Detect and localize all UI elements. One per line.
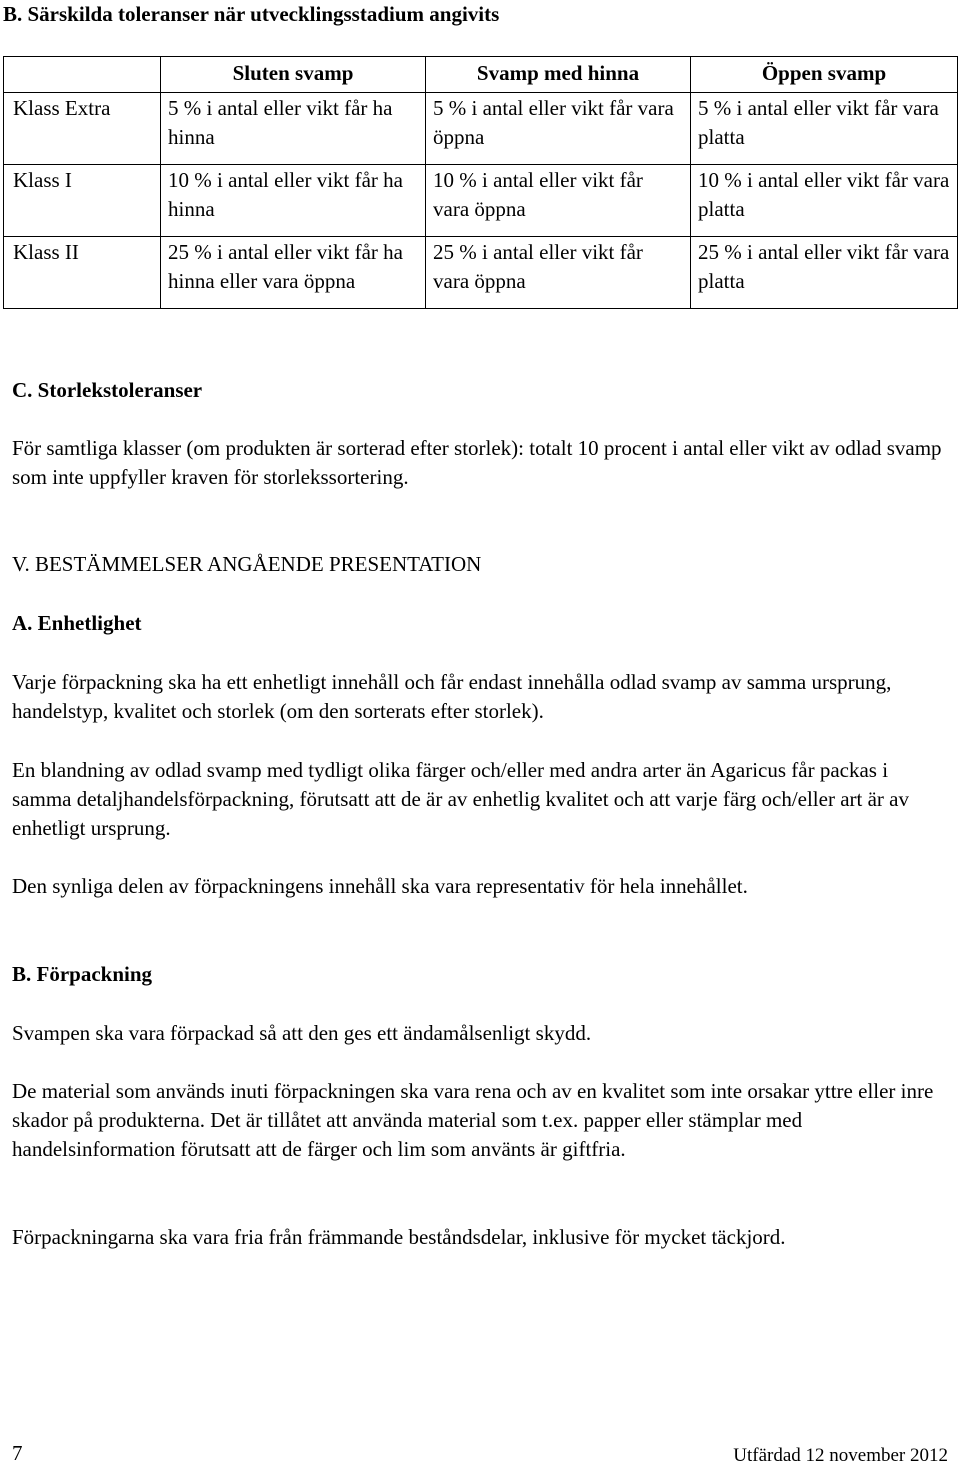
page-number: 7 (12, 1441, 23, 1465)
section-c-text: För samtliga klasser (om produkten är sorterad efter storlek): totalt 10 procent i antal eller vikt av odlad svamp som inte uppfyller kraven för storlekssortering. (12, 436, 942, 489)
table-header-cell: Öppen svamp (691, 57, 958, 93)
paragraph: En blandning av odlad svamp med tydligt olika färger och/eller med andra arter än Agaricus får packas i samma detaljhandelsförpackning, förutsatt att de är av enhetlig kvalitet och att varje färg och/eller art är av enhetligt ursprung. (12, 758, 909, 840)
section-b-heading: B. Särskilda toleranser när utvecklingsstadium angivits (3, 2, 500, 26)
table-header-cell: Svamp med hinna (426, 57, 691, 93)
section-b2-heading: B. Förpackning (12, 962, 153, 986)
table-row (4, 237, 958, 309)
chapter-v-heading: V. BESTÄMMELSER ANGÅENDE PRESENTATION (12, 552, 482, 576)
paragraph: Den synliga delen av förpackningens innehåll ska vara representativ för hela innehållet. (12, 874, 748, 898)
section-a-heading: A. Enhetlighet (12, 611, 142, 635)
row-label: Klass Extra (4, 93, 161, 165)
table-cell: 5 % i antal eller vikt får vara öppna (426, 93, 691, 165)
table-header-row (4, 57, 958, 93)
table-cell: 25 % i antal eller vikt får ha hinna eller vara öppna (161, 237, 426, 309)
table-row (4, 165, 958, 237)
issue-date: Utfärdad 12 november 2012 (733, 1445, 948, 1466)
table-cell: 10 % i antal eller vikt får ha hinna (161, 165, 426, 237)
table-cell: 25 % i antal eller vikt får vara öppna (426, 237, 691, 309)
paragraph: Svampen ska vara förpackad så att den ges ett ändamålsenligt skydd. (12, 1021, 592, 1045)
table-row (4, 93, 958, 165)
table-cell: 25 % i antal eller vikt får vara platta (691, 237, 958, 309)
table-header-cell: Sluten svamp (161, 57, 426, 93)
paragraph: De material som används inuti förpackningen ska vara rena och av en kvalitet som inte orsakar yttre eller inre skador på produkterna. Det är tillåtet att använda material som t.ex. papper eller stämplar med handelsinformation förutsatt att de färger och lim som använts är giftfria. (12, 1079, 934, 1161)
table-cell: 5 % i antal eller vikt får ha hinna (161, 93, 426, 165)
paragraph: Förpackningarna ska vara fria från främmande beståndsdelar, inklusive för mycket täckjord. (12, 1225, 786, 1249)
table-cell: 10 % i antal eller vikt får vara platta (691, 165, 958, 237)
row-label: Klass I (4, 165, 161, 237)
section-c-heading: C. Storlekstoleranser (12, 378, 203, 402)
tolerance-table (3, 56, 958, 309)
table-header-cell (4, 57, 161, 93)
row-label: Klass II (4, 237, 161, 309)
paragraph: Varje förpackning ska ha ett enhetligt innehåll och får endast innehålla odlad svamp av samma ursprung, handelstyp, kvalitet och storlek (om den sorterats efter storlek). (12, 670, 892, 723)
table-cell: 5 % i antal eller vikt får vara platta (691, 93, 958, 165)
table-cell: 10 % i antal eller vikt får vara öppna (426, 165, 691, 237)
